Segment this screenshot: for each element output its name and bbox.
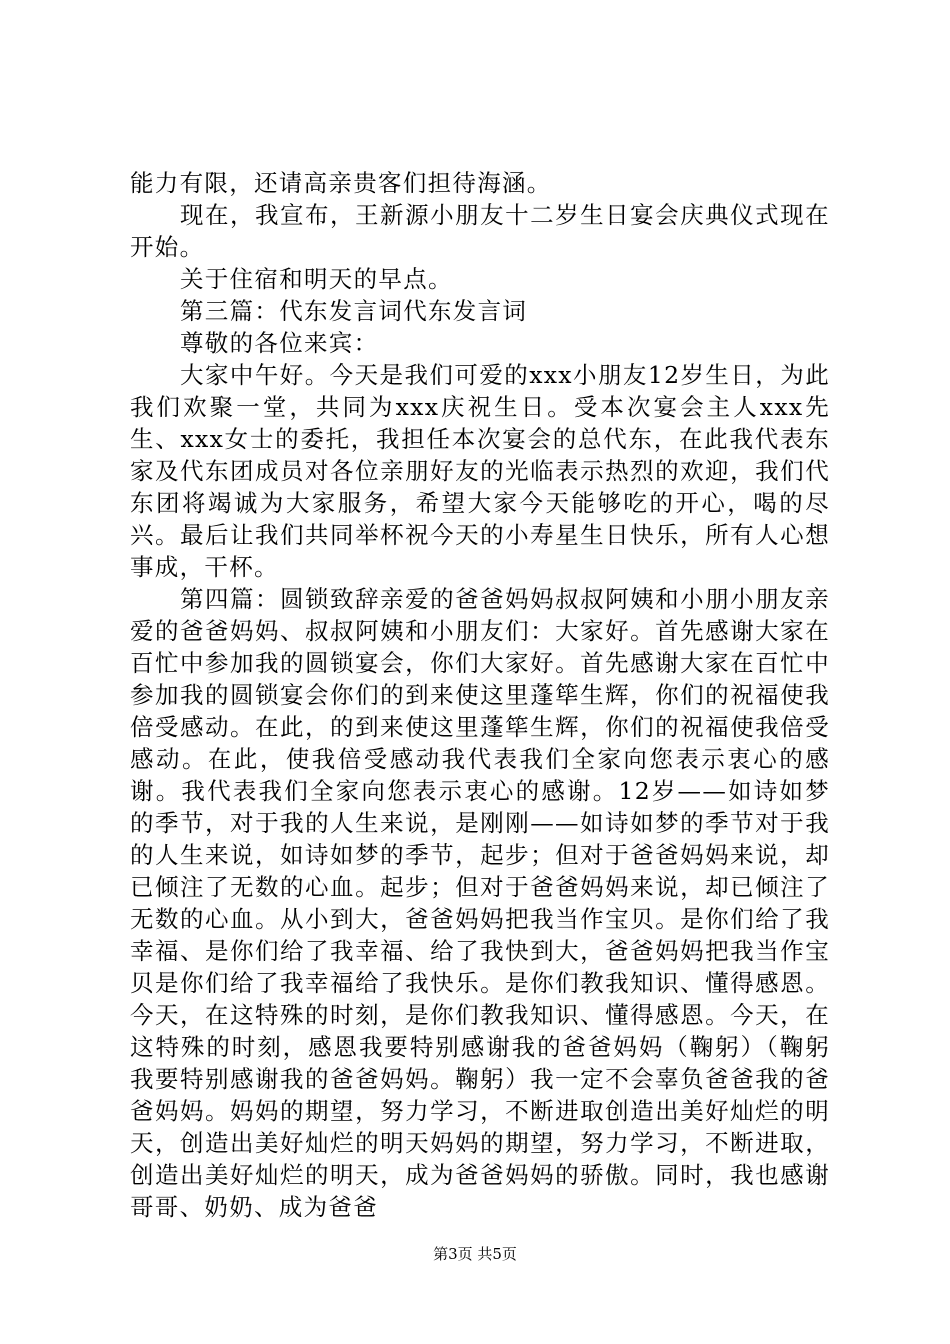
paragraph: 能力有限，还请高亲贵客们担待海涵。 bbox=[130, 169, 552, 197]
salutation: 尊敬的各位来宾： bbox=[180, 329, 379, 357]
paragraph: 大家中午好。今天是我们可爱的xxx小朋友12岁生日，为此我们欢聚一堂，共同为xxx庆祝生日。受本次宴会主人xxx先生、xxx女士的委托，我担任本次宴会的总代东，在此我代表东家及代东团成员对各位亲朋好友的光临表示热烈的欢迎，我们代东团将竭诚为大家服务，希望大家今天能够吃的开心，喝的尽兴。最后让我们共同举杯祝今天的小寿星生日快乐，所有人心想事成，干杯。 bbox=[130, 361, 830, 581]
page-number-footer: 第3页 共5页 bbox=[433, 1245, 517, 1263]
paragraph: 第四篇：圆锁致辞亲爱的爸爸妈妈叔叔阿姨和小朋小朋友亲爱的爸爸妈妈、叔叔阿姨和小朋友们：大家好。首先感谢大家在百忙中参加我的圆锁宴会，你们大家好。首先感谢大家在百忙中参加我的圆锁宴会你们的到来使这里蓬筚生辉，你们的祝福使我倍受感动。在此，的到来使这里蓬筚生辉，你们的祝福使我倍受感动。在此，使我倍受感动我代表我们全家向您表示衷心的感谢。我代表我们全家向您表示衷心的感谢。12岁——如诗如梦的季节，对于我的人生来说，是刚刚——如诗如梦的季节对于我的人生来说，如诗如梦的季节，起步；但对于爸爸妈妈来说，却已倾注了无数的心血。起步；但对于爸爸妈妈来说，却已倾注了无数的心血。从小到大，爸爸妈妈把我当作宝贝。是你们给了我幸福、是你们给了我幸福、给了我快到大，爸爸妈妈把我当作宝贝是你们给了我幸福给了我快乐。是你们教我知识、懂得感恩。今天，在这特殊的时刻，是你们教我知识、懂得感恩。今天，在这特殊的时刻，感恩我要特别感谢我的爸爸妈妈（鞠躬）（鞠躬我要特别感谢我的爸爸妈妈。鞠躬）我一定不会辜负爸爸我的爸爸妈妈。妈妈的期望，努力学习，不断进取创造出美好灿烂的明天，创造出美好灿烂的明天妈妈的期望，努力学习，不断进取，创造出美好灿烂的明天，成为爸爸妈妈的骄傲。同时，我也感谢哥哥、奶奶、成为爸爸 bbox=[130, 585, 830, 1221]
paragraph: 现在，我宣布，王新源小朋友十二岁生日宴会庆典仪式现在开始。 bbox=[130, 201, 830, 261]
document-body bbox=[130, 167, 830, 1223]
paragraph: 关于住宿和明天的早点。 bbox=[180, 265, 453, 293]
section-heading: 第三篇：代东发言词代东发言词 bbox=[180, 297, 528, 325]
